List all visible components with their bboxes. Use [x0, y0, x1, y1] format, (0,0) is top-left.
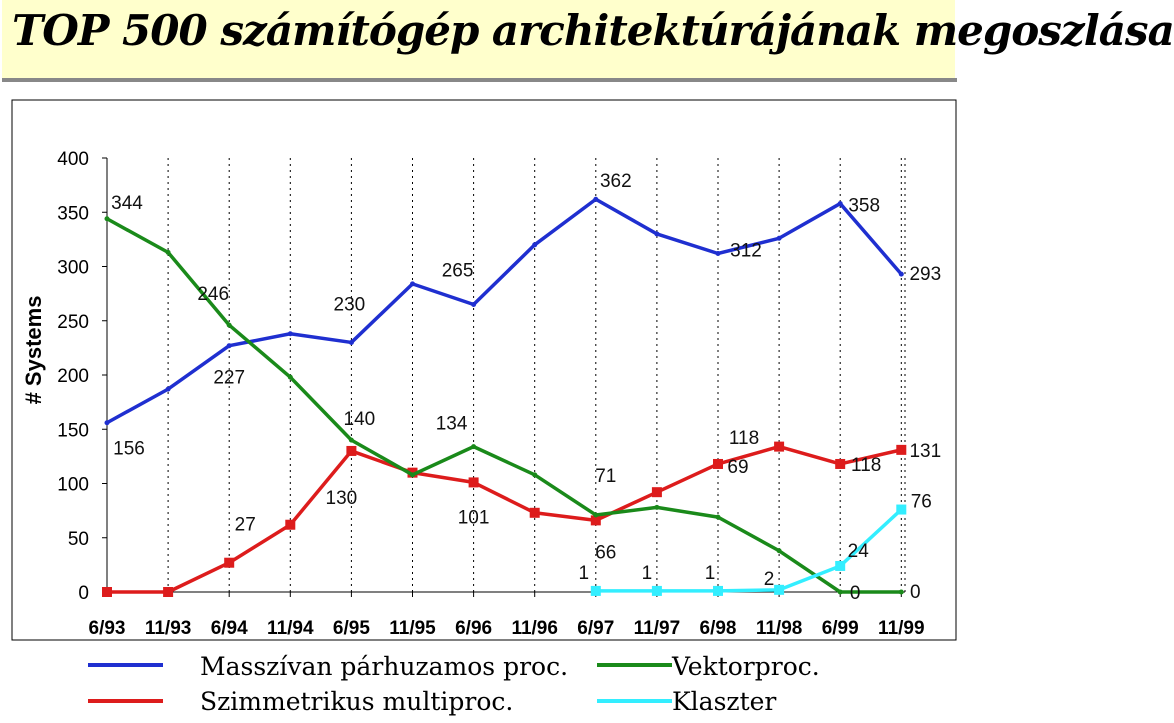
data-label: 358 — [848, 195, 881, 217]
y-tick-label: 150 — [57, 420, 89, 442]
data-point-marker — [410, 472, 415, 477]
data-point-marker — [652, 487, 662, 497]
data-point-marker — [774, 585, 784, 595]
data-point-marker — [166, 387, 171, 392]
legend-label-vector: Vektorproc. — [672, 652, 820, 681]
legend-label-cluster: Klaszter — [672, 687, 777, 716]
y-tick-label: 50 — [67, 528, 89, 550]
legend-swatch-smp — [88, 699, 163, 703]
data-point-marker — [227, 343, 232, 348]
data-point-marker — [716, 515, 721, 520]
series-line — [107, 447, 901, 592]
data-label: 69 — [727, 457, 749, 479]
data-point-marker — [835, 561, 845, 571]
data-point-marker — [530, 508, 540, 518]
data-point-marker — [163, 587, 173, 597]
x-tick-label: 11/99 — [878, 618, 925, 639]
y-tick-label: 0 — [78, 583, 89, 604]
data-label: 0 — [910, 582, 921, 603]
data-point-marker — [349, 438, 354, 443]
chart-axes — [12, 100, 956, 640]
legend-swatch-cluster — [597, 699, 672, 703]
data-label: 1 — [641, 562, 653, 584]
title-divider — [2, 78, 957, 82]
data-point-marker — [835, 459, 845, 469]
data-label: 0 — [849, 583, 861, 604]
data-point-marker — [777, 548, 782, 553]
data-point-marker — [471, 444, 476, 449]
data-point-marker — [346, 446, 356, 456]
legend-label-mpp: Masszívan párhuzamos proc. — [200, 652, 569, 681]
x-tick-label: 6/97 — [577, 618, 615, 639]
x-tick-label: 6/95 — [332, 618, 370, 639]
x-tick-label: 11/93 — [144, 618, 192, 639]
legend-label-smp: Szimmetrikus multiproc. — [200, 687, 514, 716]
legend-swatch-mpp — [88, 663, 163, 667]
data-label: 118 — [728, 427, 760, 449]
data-label: 344 — [111, 192, 143, 214]
data-label: 101 — [457, 507, 490, 529]
data-point-marker — [227, 323, 232, 328]
data-point-marker — [716, 251, 721, 256]
data-label: 66 — [595, 542, 617, 564]
x-tick-label: 11/94 — [267, 618, 314, 639]
data-point-marker — [713, 459, 723, 469]
data-point-marker — [349, 340, 354, 345]
data-point-marker — [593, 197, 598, 202]
data-label: 140 — [343, 409, 376, 431]
data-point-marker — [896, 505, 906, 515]
y-tick-label: 300 — [57, 257, 89, 279]
data-point-marker — [105, 420, 110, 425]
data-point-marker — [713, 586, 723, 596]
data-label: 362 — [599, 171, 632, 193]
data-point-marker — [774, 442, 784, 452]
chart-panel-frame — [12, 100, 956, 640]
y-tick-label: 350 — [57, 203, 89, 225]
data-label: 227 — [213, 367, 246, 389]
data-point-marker — [166, 250, 171, 255]
data-label: 293 — [909, 264, 942, 286]
data-label: 156 — [113, 438, 145, 460]
data-label: 24 — [847, 540, 869, 562]
x-tick-label: 6/93 — [88, 618, 126, 639]
data-label: 2 — [763, 568, 775, 590]
series-line — [107, 199, 901, 423]
data-point-marker — [471, 302, 476, 307]
chart-legend — [0, 648, 960, 723]
data-label: 134 — [435, 413, 468, 435]
x-tick-label: 6/98 — [699, 618, 737, 639]
title-banner — [2, 0, 1174, 78]
data-label: 1 — [578, 562, 590, 584]
data-label: 230 — [333, 294, 366, 316]
y-axis-title: # Systems — [21, 295, 46, 405]
data-label: 71 — [595, 465, 617, 487]
data-point-marker — [288, 375, 293, 380]
data-point-marker — [777, 236, 782, 241]
chart-grid — [168, 158, 905, 592]
data-point-marker — [654, 231, 659, 236]
data-point-marker — [288, 331, 293, 336]
data-point-marker — [899, 272, 904, 277]
data-label: 246 — [197, 284, 230, 306]
data-point-marker — [224, 558, 234, 568]
x-tick-label: 6/96 — [455, 618, 493, 639]
data-point-marker — [593, 512, 598, 517]
y-tick-label: 100 — [57, 474, 89, 496]
data-point-marker — [896, 445, 906, 455]
data-point-marker — [532, 242, 537, 247]
data-point-marker — [654, 505, 659, 510]
x-tick-label: 6/99 — [821, 618, 859, 639]
legend-swatch-vector — [597, 663, 672, 667]
data-point-marker — [899, 590, 904, 595]
data-point-marker — [102, 587, 112, 597]
data-label: 131 — [909, 440, 942, 462]
data-point-marker — [532, 472, 537, 477]
line-chart — [0, 86, 960, 642]
data-point-marker — [105, 216, 110, 221]
data-point-marker — [838, 590, 843, 595]
data-label: 265 — [441, 260, 474, 282]
y-tick-label: 200 — [57, 366, 89, 387]
data-label: 312 — [730, 240, 762, 262]
chart-data-labels — [111, 171, 941, 604]
data-point-marker — [410, 281, 415, 286]
data-label: 27 — [234, 514, 256, 536]
x-tick-label: 11/95 — [389, 618, 436, 639]
data-label: 76 — [910, 491, 932, 513]
page-title: TOP 500 számítógép architektúrájának megoszlása — [12, 6, 1174, 55]
data-point-marker — [285, 520, 295, 530]
x-tick-label: 11/96 — [511, 618, 558, 639]
data-point-marker — [591, 586, 601, 596]
data-point-marker — [652, 586, 662, 596]
data-label: 118 — [851, 454, 882, 476]
x-tick-label: 11/98 — [755, 618, 803, 639]
data-point-marker — [469, 477, 479, 487]
data-point-marker — [838, 201, 843, 206]
x-tick-label: 6/94 — [210, 618, 248, 639]
y-tick-label: 250 — [57, 311, 89, 333]
x-tick-label: 11/97 — [633, 618, 681, 639]
y-tick-label: 400 — [57, 149, 89, 170]
data-label: 130 — [325, 487, 358, 509]
chart-series — [102, 197, 906, 597]
data-label: 1 — [704, 562, 716, 584]
